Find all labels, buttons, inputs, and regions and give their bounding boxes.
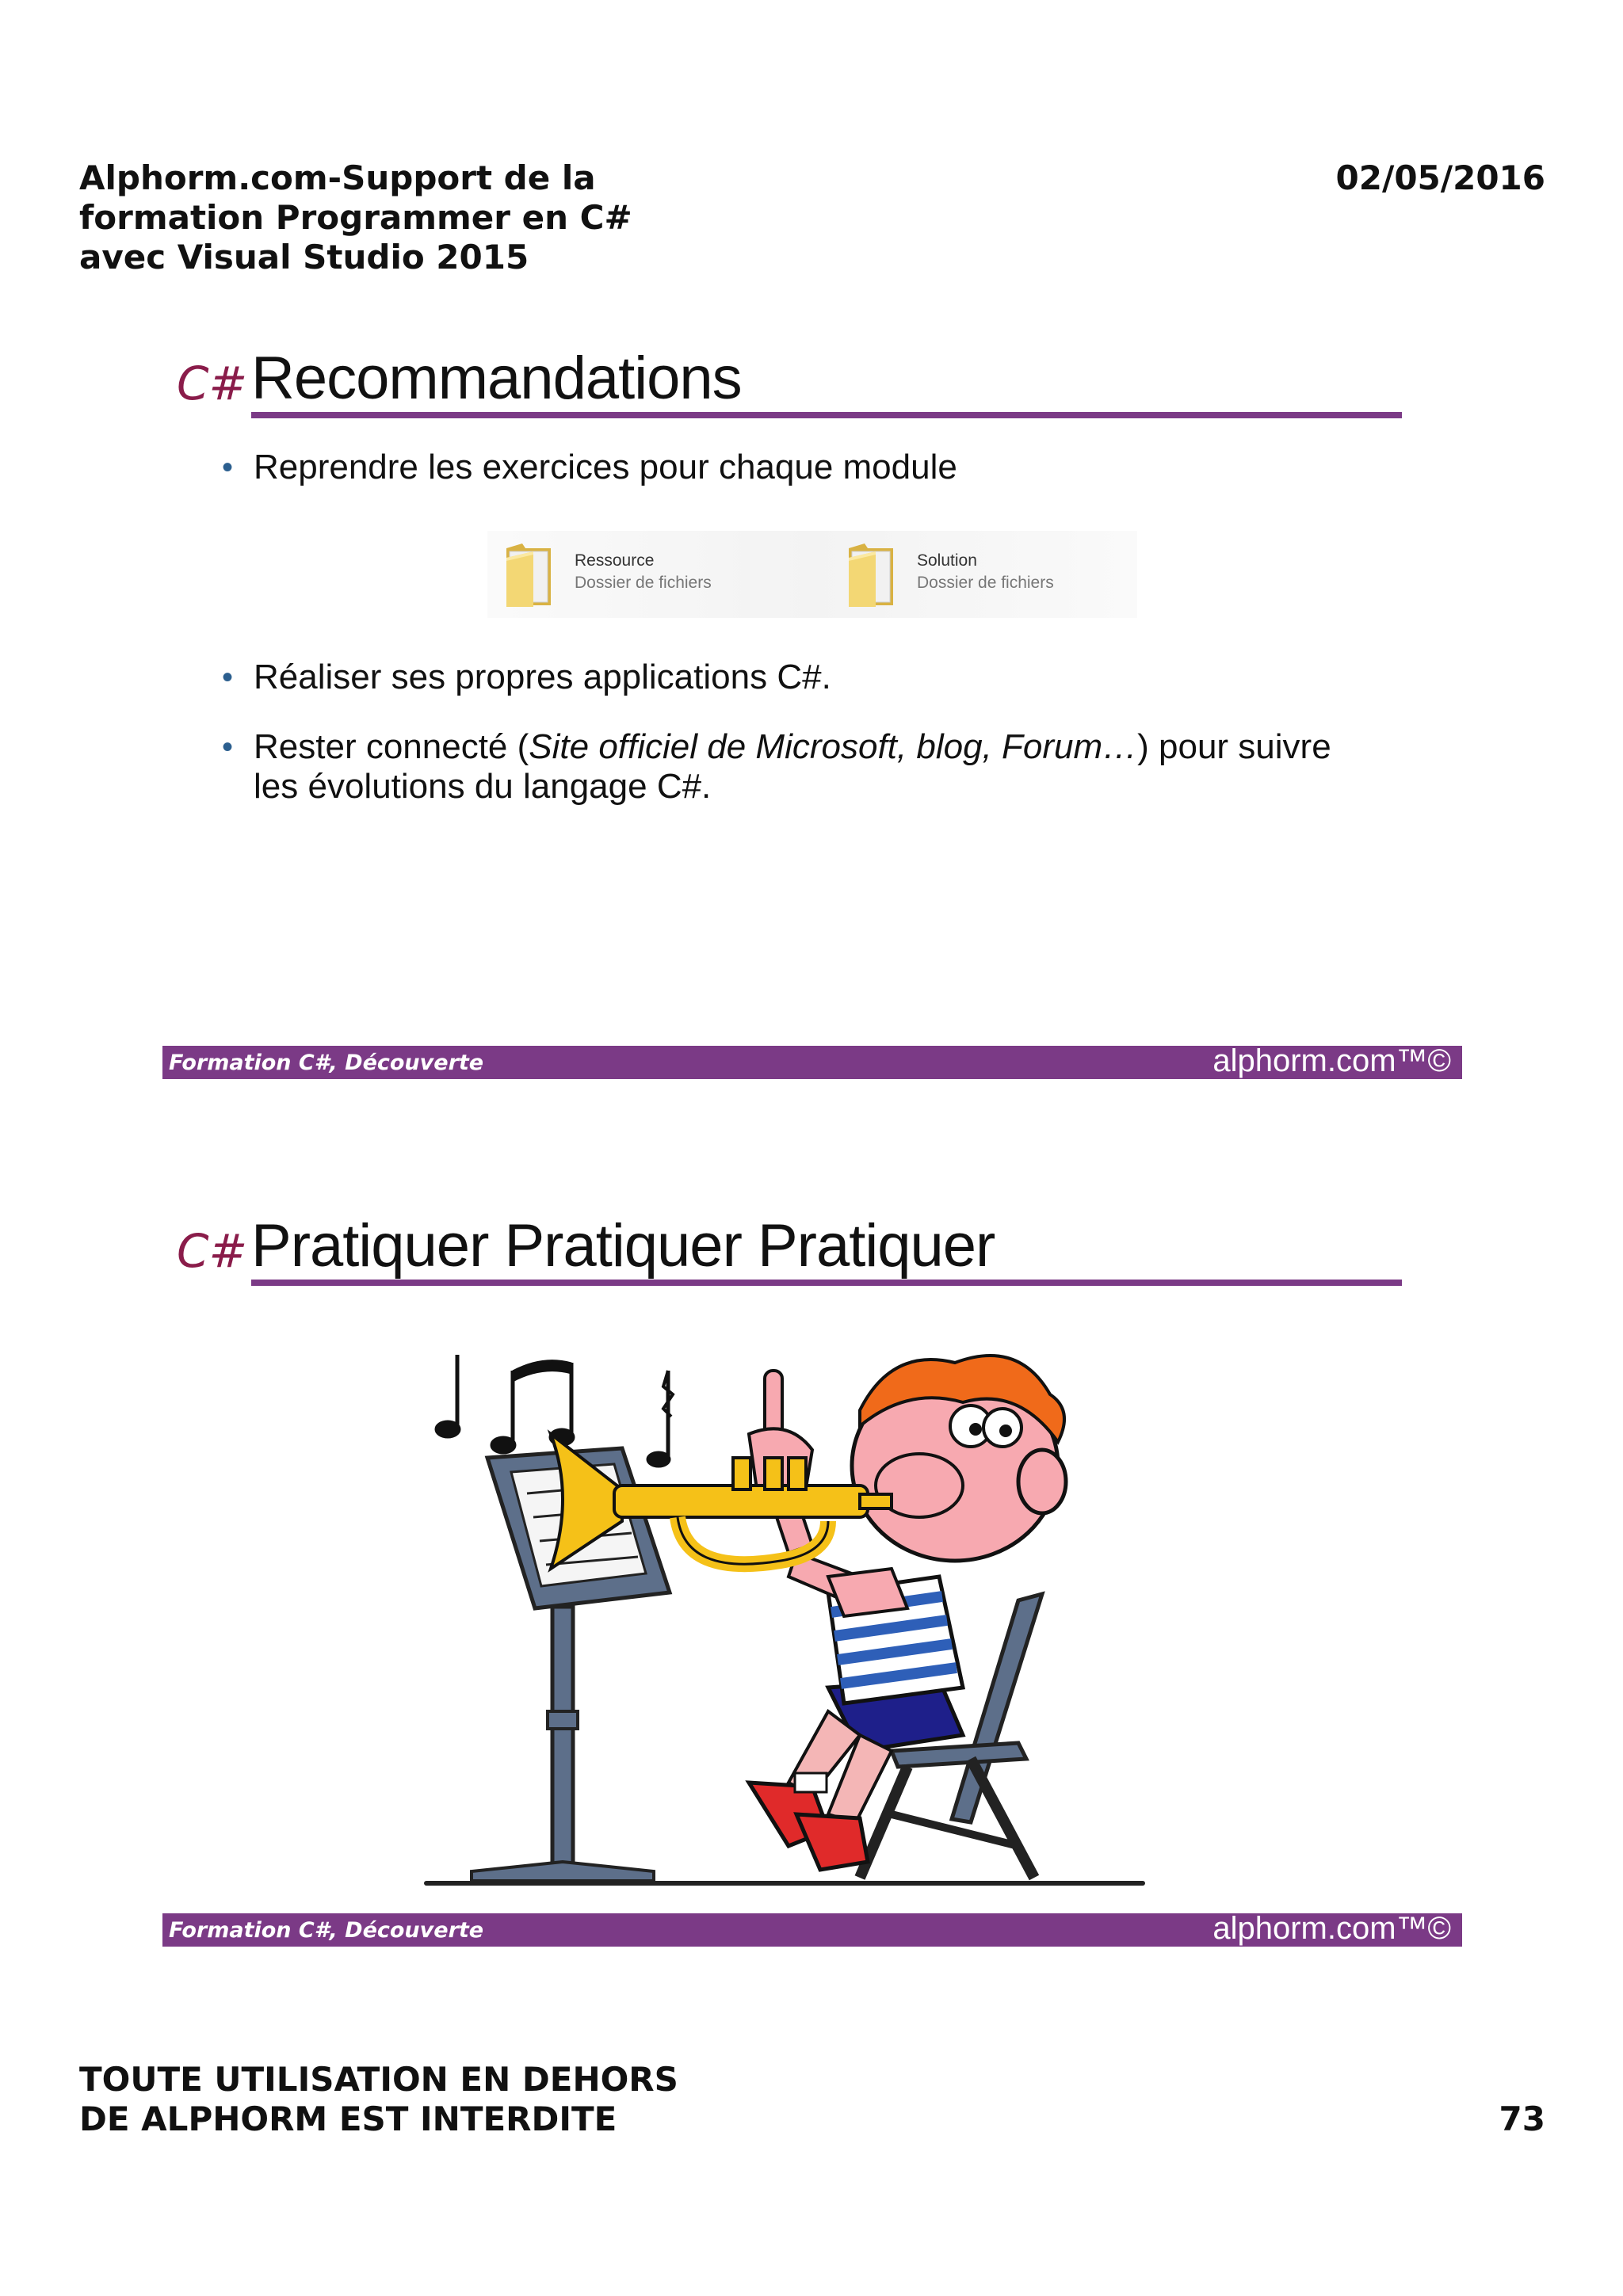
boy-head	[852, 1356, 1066, 1561]
header-line: Alphorm.com-Support de la	[79, 158, 596, 197]
folder-icon	[844, 540, 899, 608]
bullet-icon: •	[222, 450, 234, 485]
bullet-text: les évolutions du langage C#.	[254, 767, 712, 806]
slide-footer-band	[162, 1913, 1462, 1947]
title-underline	[251, 412, 1402, 418]
footer-notice	[79, 2060, 792, 2139]
folder-name: Solution	[917, 551, 977, 570]
folder-solution[interactable]	[844, 540, 1113, 612]
brand-label: alphorm.com™©	[1212, 1043, 1451, 1078]
folder-strip	[487, 531, 1137, 618]
trumpet-boy-illustration	[416, 1339, 1209, 1909]
folder-name: Ressource	[575, 551, 655, 570]
bullet-text: ) pour suivre	[1137, 727, 1331, 766]
bullet-list	[222, 727, 1347, 807]
bullet-text: Réaliser ses propres applications C#.	[254, 658, 831, 696]
course-label: Formation C#, Découverte	[169, 1051, 484, 1075]
folder-ressource[interactable]	[502, 540, 771, 612]
footer-line: DE ALPHORM EST INTERDITE	[79, 2100, 617, 2138]
header-line: avec Visual Studio 2015	[79, 238, 529, 277]
folder-type: Dossier de fichiers	[575, 574, 712, 592]
slide-pratiquer	[162, 1200, 1462, 1949]
bullet-icon: •	[222, 730, 234, 765]
bullet-text: Rester connecté (	[254, 727, 529, 766]
bullet-list	[222, 448, 1347, 487]
header-title	[79, 158, 682, 277]
bullet-text-italic: Site officiel de Microsoft, blog, Forum…	[529, 727, 1138, 766]
page-number: 73	[1499, 2100, 1545, 2138]
bullet-item	[222, 658, 1347, 697]
bullet-text: Reprendre les exercices pour chaque module	[254, 448, 957, 486]
slide-title: Pratiquer Pratiquer Pratiquer	[251, 1212, 995, 1280]
title-underline	[251, 1280, 1402, 1286]
bullet-item	[222, 727, 1347, 807]
music-notes-icon	[435, 1355, 673, 1467]
header-line: formation Programmer en C#	[79, 198, 632, 237]
slide-footer-band	[162, 1043, 1462, 1079]
footer-line: TOUTE UTILISATION EN DEHORS	[79, 2060, 678, 2099]
bullet-icon: •	[222, 660, 234, 695]
slide-title: Recommandations	[251, 345, 742, 412]
course-label: Formation C#, Découverte	[169, 1918, 484, 1943]
slide-recommandations	[162, 333, 1462, 1081]
brand-label: alphorm.com™©	[1212, 1911, 1451, 1946]
folder-icon	[502, 540, 557, 608]
bullet-item	[222, 448, 1347, 487]
csharp-logo: C#	[177, 357, 248, 410]
header-date: 02/05/2016	[1335, 158, 1545, 197]
csharp-logo: C#	[177, 1224, 248, 1278]
bullet-list	[222, 658, 1347, 697]
folder-type: Dossier de fichiers	[917, 574, 1054, 592]
boy-legs	[749, 1680, 963, 1870]
